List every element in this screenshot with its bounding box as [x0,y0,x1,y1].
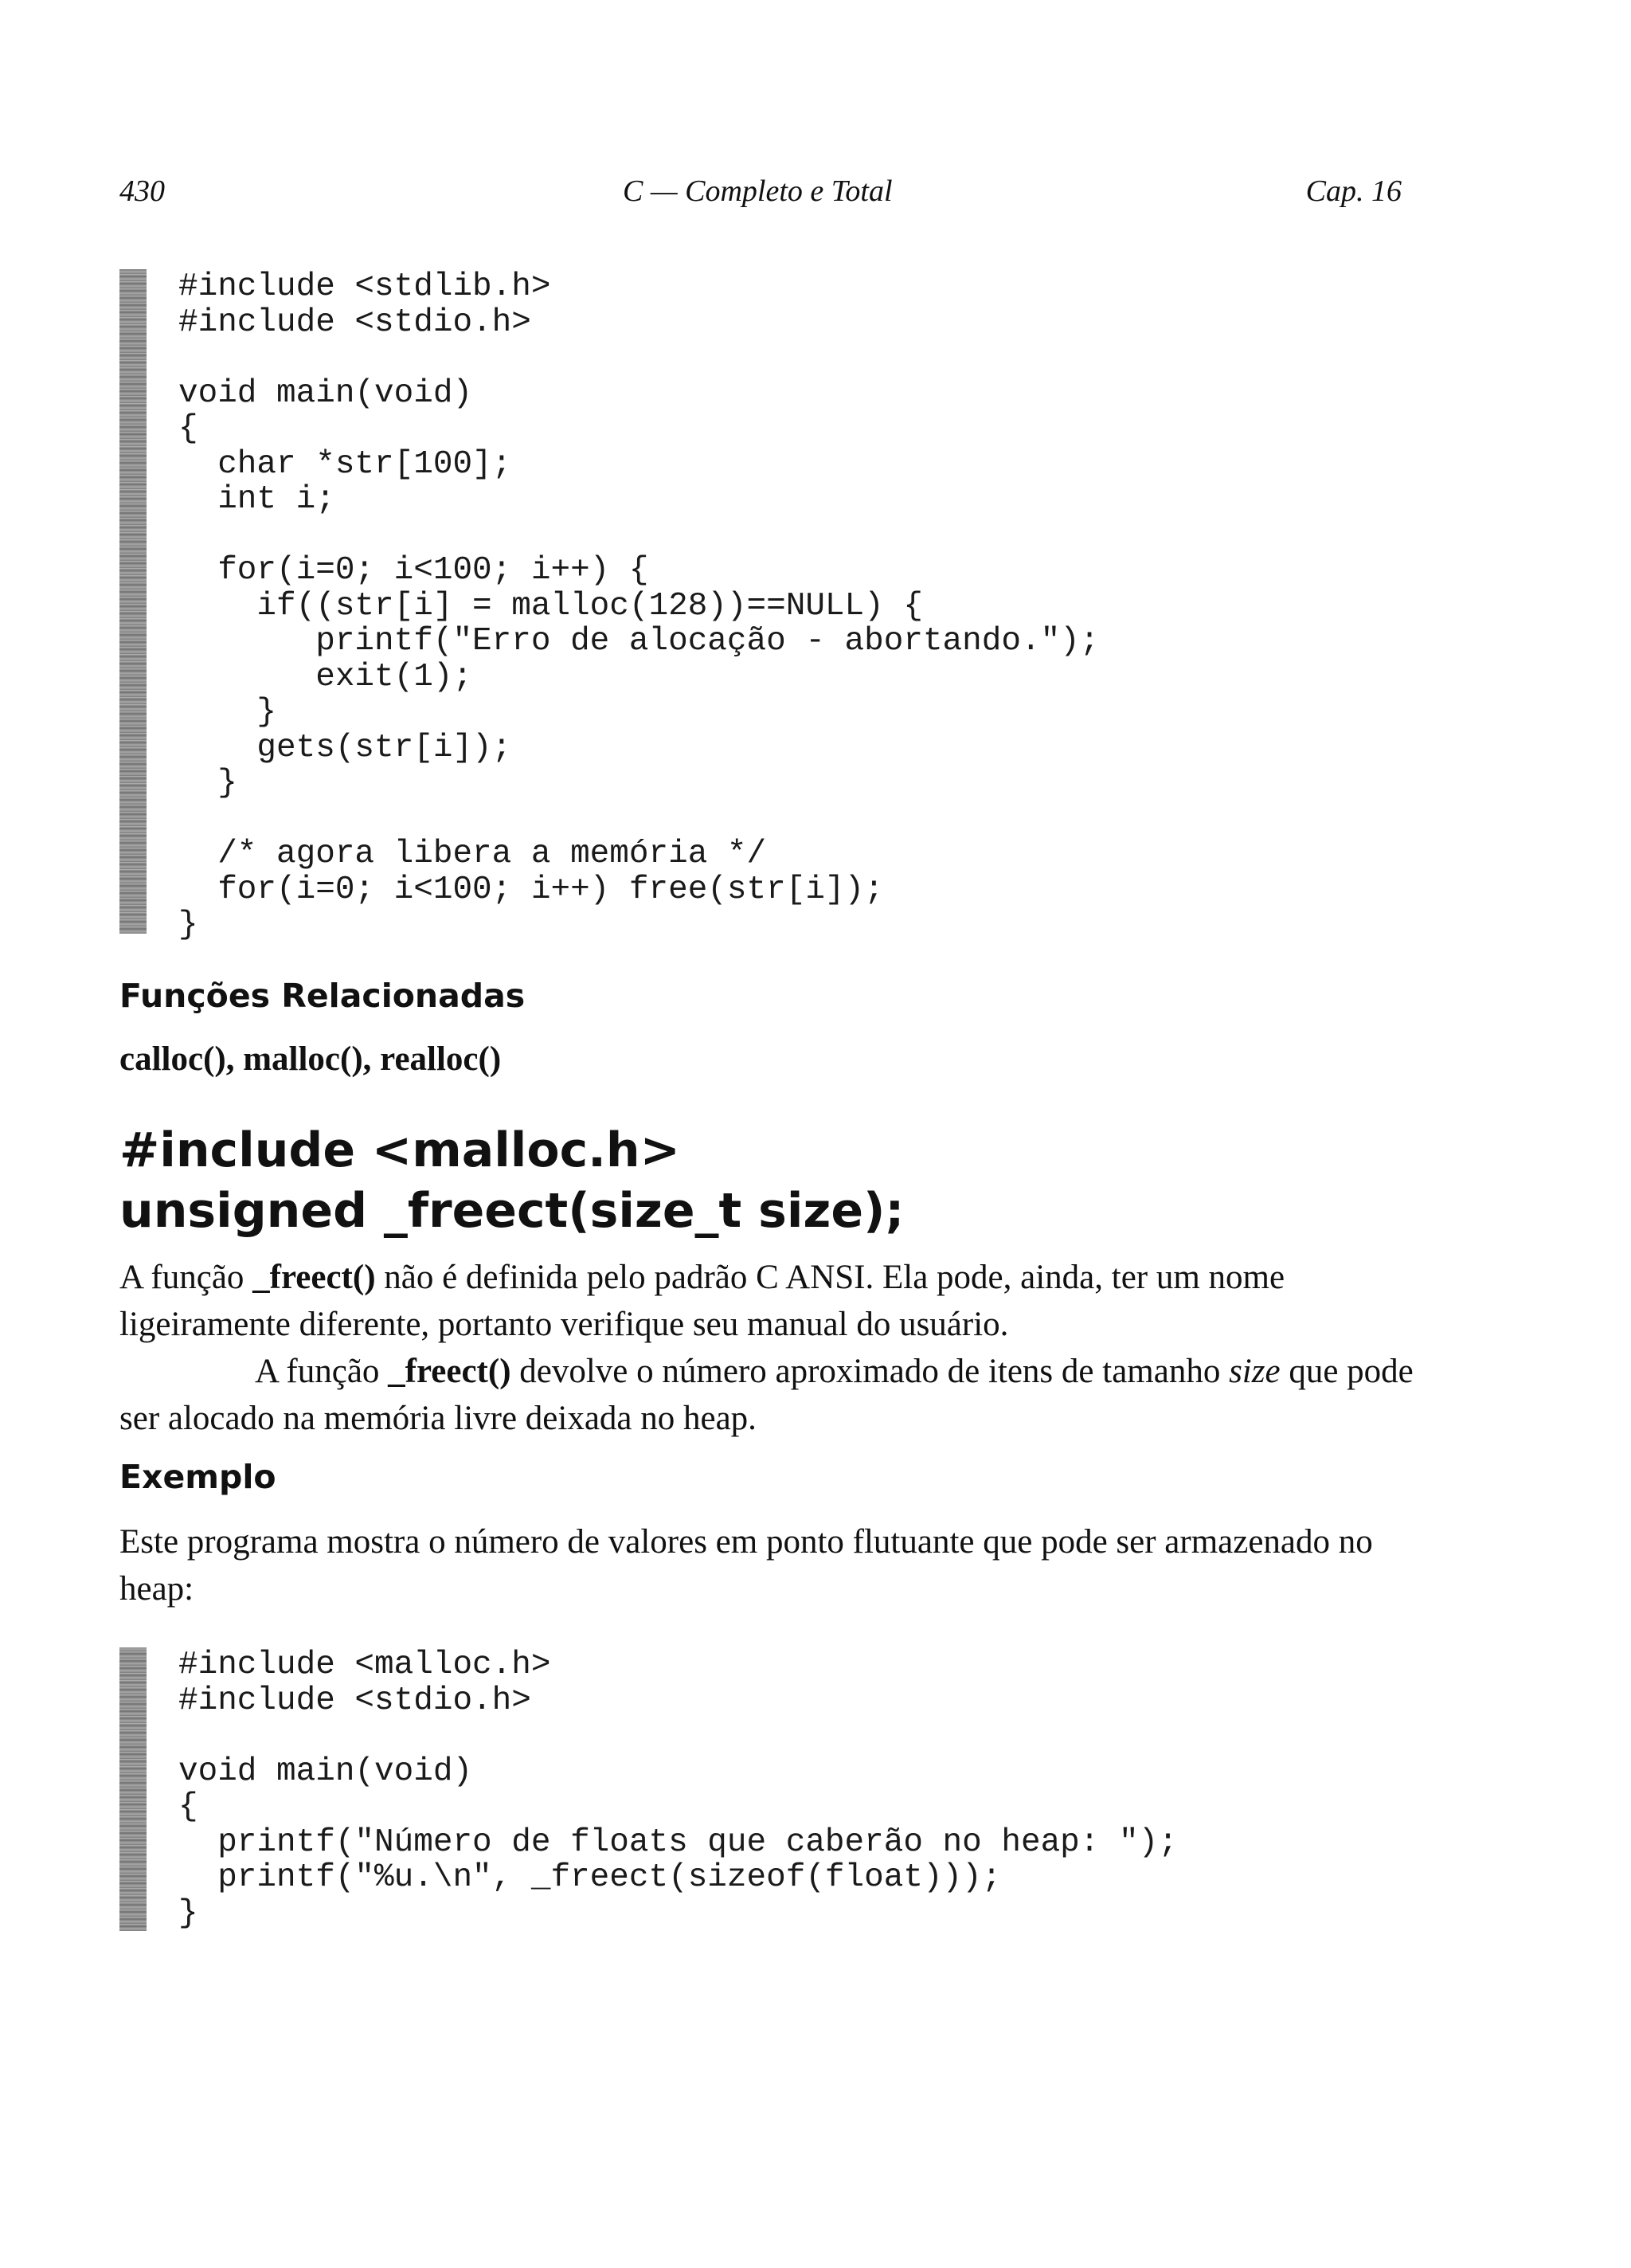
code-margin-bar [119,269,147,934]
related-functions-list: calloc(), malloc(), realloc() [119,1040,502,1078]
prototype-signature: unsigned _freect(size_t size); [119,1183,905,1239]
function-name: _freect() [252,1259,376,1296]
description-paragraph-2 [119,1348,1432,1442]
function-name: _freect() [388,1353,511,1390]
chapter-label: Cap. 16 [1305,174,1402,208]
page-number: 430 [119,174,165,208]
text-run: não é definida pelo padrão C ANSI. Ela pode, ainda, ter um nome ligeiramente diferente, portanto verifique seu manual do usuário. [119,1259,1285,1343]
code-text: #include <malloc.h> #include <stdio.h> void main(void) { printf("Número de floats que caberão no heap: "); printf("%u.\n", _freect(sizeof(float))); } [178,1647,1178,1932]
book-title: C — Completo e Total [623,174,893,208]
prototype-include: #include <malloc.h> [119,1122,680,1178]
description-paragraph-1 [119,1254,1432,1348]
related-functions-heading: Funções Relacionadas [119,977,526,1015]
function-prototype [119,1120,904,1241]
text-run: que pode ser alocado na memória livre deixada no heap. [119,1353,1414,1437]
text-run: A função [119,1259,253,1296]
text-run: devolve o número aproximado de itens de tamanho [510,1353,1230,1390]
code-margin-bar [119,1647,147,1931]
running-header [119,174,1402,221]
example-intro: Este programa mostra o número de valores em ponto flutuante que pode ser armazenado no heap: [119,1523,1373,1608]
example-heading: Exemplo [119,1458,276,1496]
code-text: #include <stdlib.h> #include <stdio.h> void main(void) { char *str[100]; int i; for(i=0; i<100; i++) { if((str[i] = malloc(128))==NULL) { printf("Erro de alocação - abortando."); exit(1); } gets(str[i]); } /* agora libera a memória */ for(i=0; i<100; i++) free(str[i]); } [178,268,1100,943]
parameter-name: size [1229,1353,1281,1390]
text-run: A função [255,1353,389,1390]
